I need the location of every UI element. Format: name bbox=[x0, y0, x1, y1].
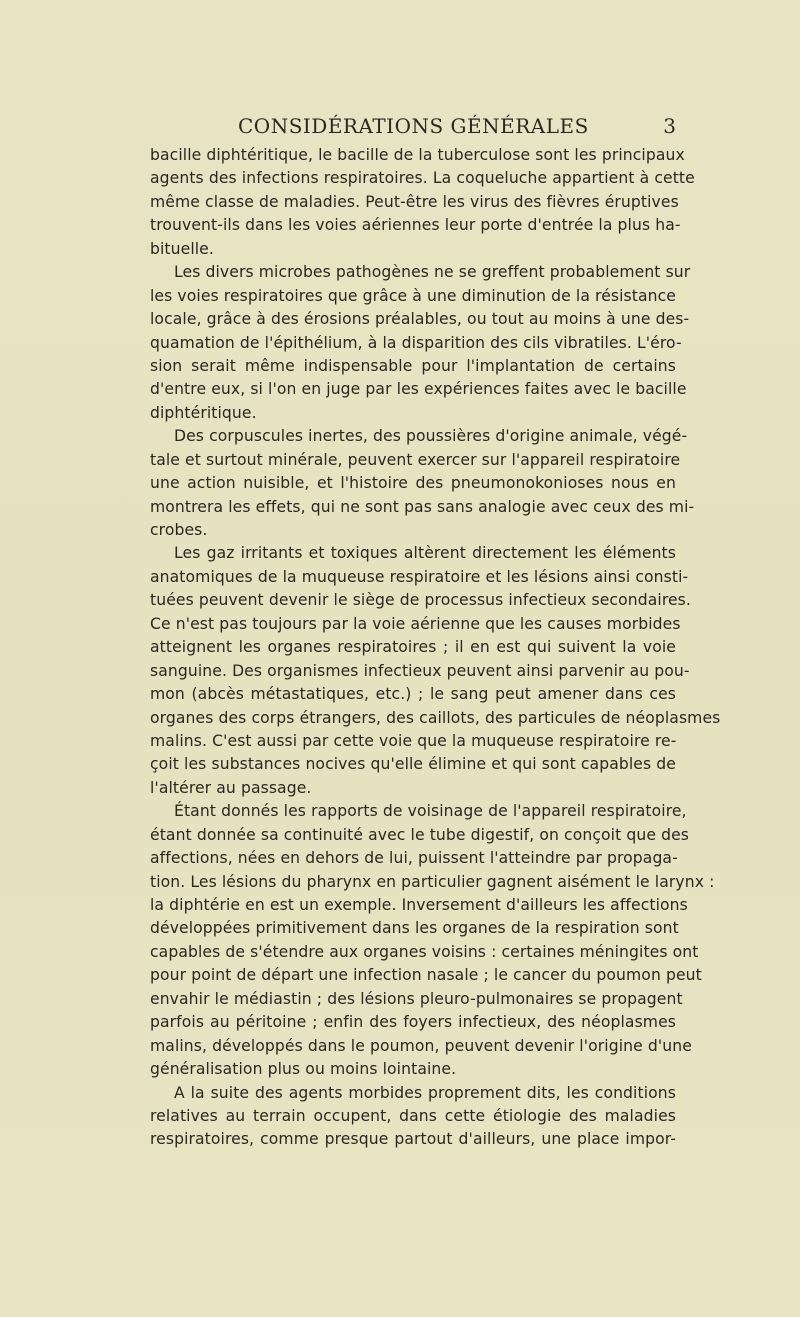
text-line: relatives au terrain occupent, dans cette étiologie des maladies bbox=[150, 1106, 676, 1125]
text-line: sanguine. Des organismes infectieux peuvent ainsi parvenir au pou- bbox=[150, 661, 690, 680]
text-line: l'altérer au passage. bbox=[150, 778, 312, 797]
text-line: quamation de l'épithélium, à la disparition des cils vibratiles. L'éro- bbox=[150, 333, 682, 352]
body-text bbox=[150, 144, 721, 1152]
text-line: malins, développés dans le poumon, peuvent devenir l'origine d'une bbox=[150, 1036, 692, 1055]
text-line: Étant donnés les rapports de voisinage de l'appareil respiratoire, bbox=[174, 802, 687, 821]
text-line: Les divers microbes pathogènes ne se greffent probablement sur bbox=[174, 263, 691, 282]
running-title: CONSIDÉRATIONS GÉNÉRALES bbox=[238, 114, 589, 138]
text-line: la diphtérie en est un exemple. Inversement d'ailleurs les affections bbox=[150, 896, 688, 914]
text-line: même classe de maladies. Peut-être les virus des fièvres éruptives bbox=[150, 192, 679, 211]
text-line: organes des corps étrangers, des caillots, des particules de néoplasmes bbox=[150, 708, 721, 727]
text-line: Des corpuscules inertes, des poussières d'origine animale, végé- bbox=[174, 427, 688, 446]
text-line: sion serait même indispensable pour l'implantation de certains bbox=[150, 356, 676, 375]
text-line: envahir le médiastin ; des lésions pleuro-pulmonaires se propagent bbox=[150, 989, 683, 1008]
text-line: diphtéritique. bbox=[150, 403, 257, 422]
text-line: anatomiques de la muqueuse respiratoire et les lésions ainsi consti- bbox=[150, 567, 689, 586]
text-line: bacille diphtéritique, le bacille de la tuberculose sont les principaux bbox=[150, 146, 685, 164]
text-line: pour point de départ une infection nasale ; le cancer du poumon peut bbox=[150, 966, 702, 985]
text-line: tion. Les lésions du pharynx en particulier gagnent aisément le larynx : bbox=[150, 872, 715, 891]
page-header bbox=[150, 114, 676, 144]
text-line: Les gaz irritants et toxiques altèrent directement les éléments bbox=[174, 544, 676, 563]
text-line: çoit les substances nocives qu'elle élimine et qui sont capables de bbox=[150, 755, 676, 774]
text-line: Ce n'est pas toujours par la voie aérienne que les causes morbides bbox=[150, 614, 681, 633]
text-line: généralisation plus ou moins lointaine. bbox=[150, 1060, 457, 1079]
text-line: parfois au péritoine ; enfin des foyers infectieux, des néoplasmes bbox=[150, 1013, 676, 1032]
text-line: développées primitivement dans les organes de la respiration sont bbox=[150, 919, 679, 938]
text-line: A la suite des agents morbides proprement dits, les conditions bbox=[174, 1083, 676, 1102]
text-line: malins. C'est aussi par cette voie que la muqueuse respiratoire re- bbox=[150, 731, 677, 750]
text-line: mon (abcès métastatiques, etc.) ; le sang peut amener dans ces bbox=[150, 685, 676, 704]
text-line: trouvent-ils dans les voies aériennes leur porte d'entrée la plus ha- bbox=[150, 216, 681, 235]
text-line: bituelle. bbox=[150, 239, 214, 258]
text-line: agents des infections respiratoires. La coqueluche appartient à cette bbox=[150, 169, 695, 188]
text-line: d'entre eux, si l'on en juge par les expériences faites avec le bacille bbox=[150, 380, 687, 399]
text-line: atteignent les organes respiratoires ; il en est qui suivent la voie bbox=[150, 638, 676, 657]
text-line: respiratoires, comme presque partout d'ailleurs, une place impor- bbox=[150, 1130, 676, 1149]
text-line: affections, nées en dehors de lui, puissent l'atteindre par propaga- bbox=[150, 849, 678, 868]
text-line: capables de s'étendre aux organes voisins : certaines méningites ont bbox=[150, 942, 699, 961]
text-line: locale, grâce à des érosions préalables, ou tout au moins à une des- bbox=[150, 310, 690, 329]
text-line: les voies respiratoires que grâce à une diminution de la résistance bbox=[150, 286, 676, 305]
text-line: une action nuisible, et l'histoire des pneumonokonioses nous en bbox=[150, 474, 676, 493]
text-line: tale et surtout minérale, peuvent exercer sur l'appareil respiratoire bbox=[150, 450, 681, 469]
page-number: 3 bbox=[663, 114, 676, 138]
text-line: étant donnée sa continuité avec le tube digestif, on conçoit que des bbox=[150, 825, 689, 844]
text-line: crobes. bbox=[150, 521, 208, 539]
text-line: tuées peuvent devenir le siège de processus infectieux secondaires. bbox=[150, 591, 691, 610]
text-line: montrera les effets, qui ne sont pas sans analogie avec ceux des mi- bbox=[150, 497, 695, 516]
